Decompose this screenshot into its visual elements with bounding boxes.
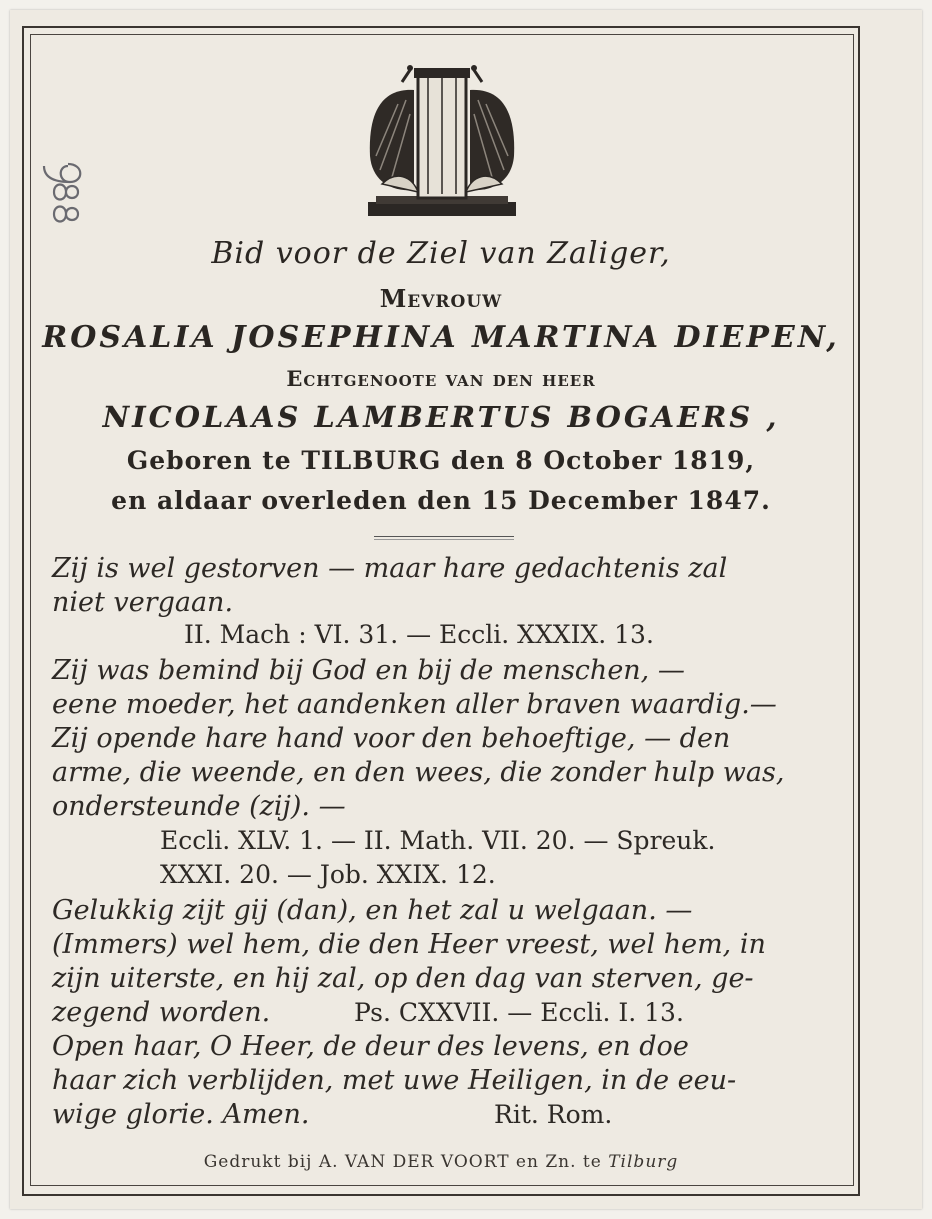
pencil-number-988 [38, 128, 98, 248]
verse-block-3 [52, 894, 838, 996]
reference-2b: XXXI. 20. — Job. XXIX. 12. [160, 860, 496, 889]
title-mevrouw: Mevrouw [379, 284, 503, 313]
death-line: en aldaar overleden den 15 December 1847. [111, 486, 771, 515]
reference-1: II. Mach : VI. 31. — Eccli. XXXIX. 13. [184, 620, 654, 649]
verse-line: Open haar, O Heer, de deur des levens, en doe [52, 1031, 689, 1062]
verse-block-1 [52, 552, 838, 620]
divider-rule [374, 536, 514, 540]
verse-line: Zij was bemind bij God en bij de menschen, — [52, 655, 685, 686]
verse-line: ondersteunde (zij). — [52, 791, 346, 822]
verse-line: Gelukkig zijt gij (dan), en het zal u welgaan. — [52, 895, 693, 926]
verse-block-4 [52, 1030, 838, 1098]
funerary-urn-emblem [362, 60, 522, 220]
verse-line: (Immers) wel hem, die den Heer vreest, wel hem, in [52, 929, 766, 960]
verse-line-closing-3: zegend worden. [52, 997, 271, 1028]
verse-line: haar zich verblijden, met uwe Heiligen, in de eeu- [52, 1065, 737, 1096]
reference-2a: Eccli. XLV. 1. — II. Math. VII. 20. — Spreuk. [160, 826, 716, 855]
deceased-name: ROSALIA JOSEPHINA MARTINA DIEPEN, [42, 320, 840, 355]
prayer-line: Bid voor de Ziel van Zaliger, [211, 236, 671, 271]
printer-footer [30, 1152, 852, 1172]
verse-block-2 [52, 654, 838, 824]
verse-line: eene moeder, het aandenken aller braven waardig.— [52, 689, 777, 720]
verse-line: niet vergaan. [52, 587, 234, 618]
verse-line: arme, die weende, en den wees, die zonder hulp was, [52, 757, 785, 788]
spouse-name: NICOLAAS LAMBERTUS BOGAERS , [102, 400, 780, 434]
verse-line: Zij is wel gestorven — maar hare gedachtenis zal [52, 553, 728, 584]
birth-line: Geboren te TILBURG den 8 October 1819, [126, 446, 756, 475]
verse-line-closing-4: wige glorie. Amen. [52, 1099, 310, 1130]
reference-3: Ps. CXXVII. — Eccli. I. 13. [354, 998, 684, 1027]
spouse-intro: Echtgenoote van den heer [286, 366, 596, 391]
verse-line: zijn uiterste, en hij zal, op den dag van sterven, ge- [52, 963, 754, 994]
verse-line: Zij opende hare hand voor den behoeftige, — den [52, 723, 731, 754]
printer-town: Tilburg [608, 1152, 679, 1172]
printer-credit: Gedrukt bij A. VAN DER VOORT en Zn. te [203, 1152, 602, 1172]
reference-4: Rit. Rom. [494, 1100, 613, 1129]
